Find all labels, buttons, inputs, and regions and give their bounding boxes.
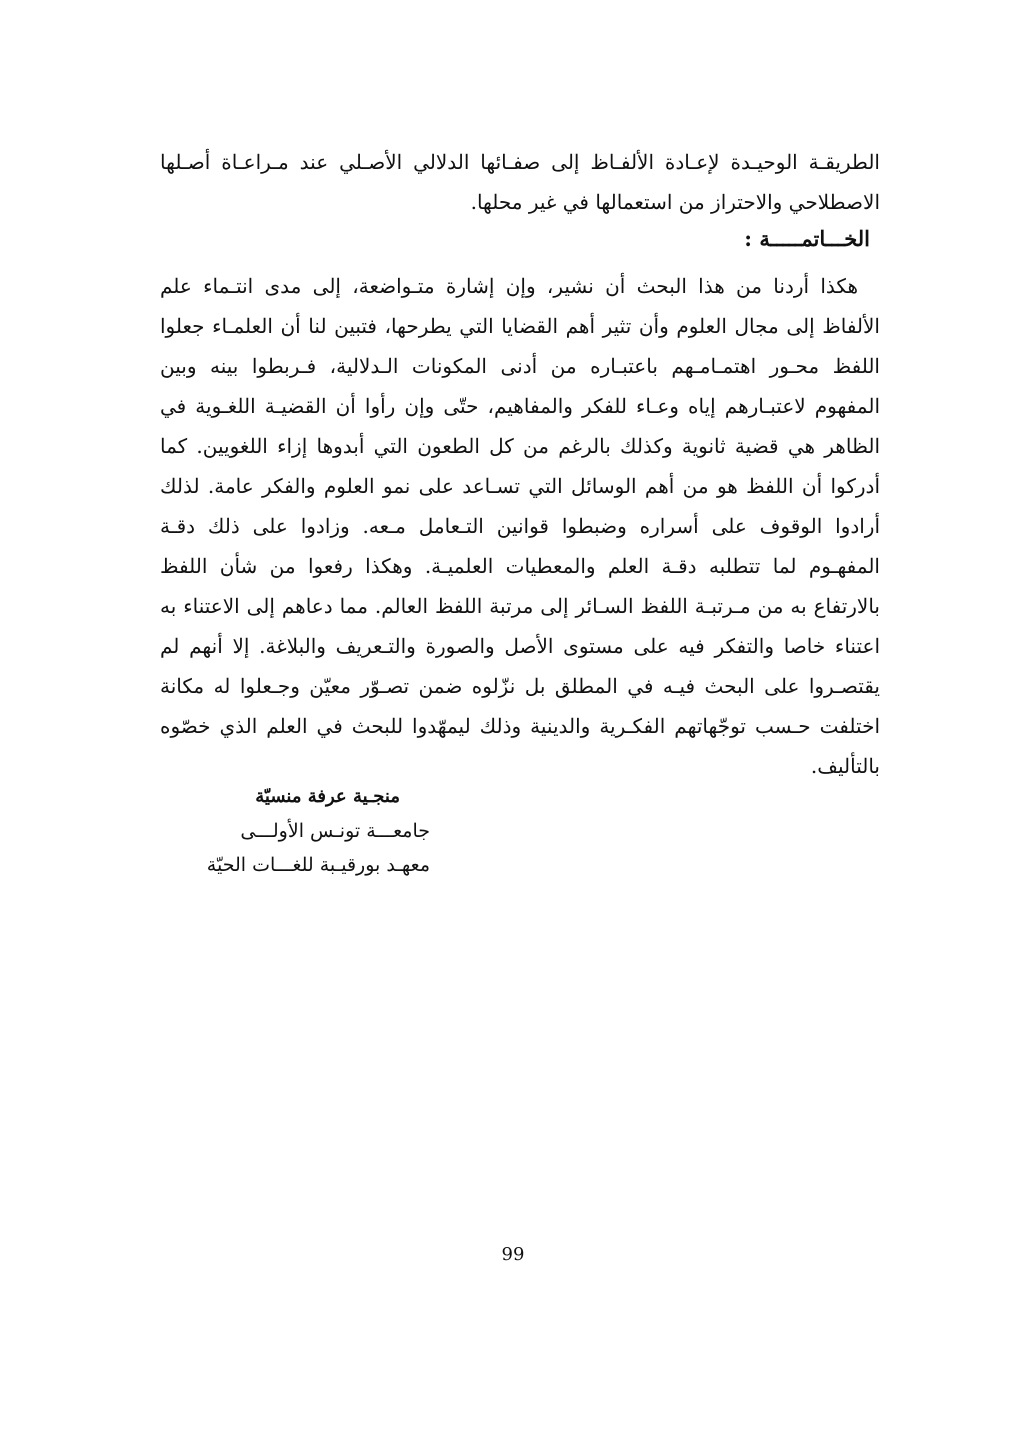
signature-block (207, 780, 430, 882)
conclusion-body (160, 266, 880, 786)
intro-paragraph: الطريقـة الوحيـدة لإعـادة الألفـاظ إلى صفـائها الدلالي الأصـلي عند مـراعـاة أصـلها الاصطلاحي والاحتراز من استعمالها في غير محلها. (160, 150, 880, 214)
conclusion-heading: الخـــاتمـــــة : (744, 226, 870, 251)
conclusion-paragraph: هكذا أردنا من هذا البحث أن نشير، وإن إشارة متـواضعة، إلى مدى انتـماء علم الألفاظ إلى مجال العلوم وأن تثير أهم القضايا التي يطرحها، فتبين لنا أن العلمـاء جعلوا اللفظ محـور اهتمـامـهم باعتبـاره من أدنى المكونات الـدلالية، فـربطوا بينه وبين المفهوم لاعتبـارهم إياه وعـاء للفكر والمفاهيم، حتّى وإن رأوا أن القضيـة اللغـوية في الظاهر هي قضية ثانوية وكذلك بالرغم من كل الطعون التي أبدوها إزاء اللغويين. كما أدركوا أن اللفظ هو من أهم الوسائل التي تسـاعد على نمو العلوم والفكر عامة. لذلك أرادوا الوقوف على أسراره وضبطوا قوانين التـعامل مـعه. وزادوا على ذلك دقـة المفهـوم لما تتطلبه دقـة العلم والمعطيات العلميـة. وهكذا رفعوا من شأن اللفظ بالارتفاع به من مـرتبـة اللفظ السـائر إلى مرتبة اللفظ العالم. مما دعاهم إلى الاعتناء به اعتناء خاصا والتفكر فيه على مستوى الأصل والصورة والتـعريف والبلاغة. إلا أنهم لم يقتصـروا على البحث فيـه في المطلق بل نزّلوه ضمن تصـوّر معيّن وجـعلوا له مكانة اختلفت حـسب توجّهاتهم الفكـرية والدينية وذلك ليمهّدوا للبحث في العلم الذي خصّوه بالتأليف. (160, 274, 881, 778)
author-name: منجـية عرفة منسيّة (255, 786, 400, 807)
institute-name: معهـد بورقيـبة للغـــات الحيّة (206, 854, 430, 876)
page-number: 99 (501, 1244, 525, 1265)
university-name: جامعـــة تونـس الأولـــى (240, 820, 430, 842)
